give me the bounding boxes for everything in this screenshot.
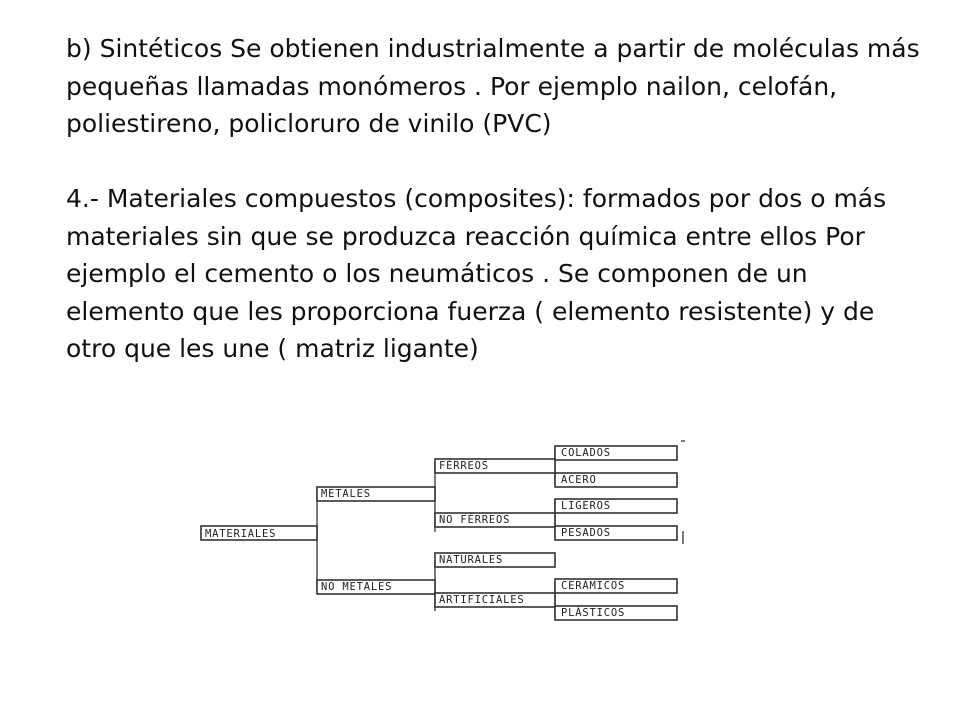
paragraph-materiales-compuestos: 4.- Materiales compuestos (composites): formados por dos o más materiales sin que se produzca reacción química entre ellos Por ejemplo el cemento o los neumáticos . Se componen de un elemento que les proporciona fuerza ( elemento resistente) y de otro que les une ( matriz ligante) (66, 184, 887, 363)
node-ligeros (555, 499, 677, 513)
node-naturales-label: NATURALES (439, 554, 504, 566)
node-metales-label: METALES (321, 488, 371, 500)
node-pesados (555, 526, 677, 540)
node-artificiales-label: ARTIFICIALES (439, 594, 525, 606)
node-no-ferreos-label: NO FÉRREOS (439, 514, 511, 526)
node-naturales (435, 553, 555, 567)
node-no-metales (317, 580, 435, 594)
node-ligeros-label: LIGEROS (561, 500, 611, 512)
node-ceramicos (555, 579, 677, 593)
node-plasticos (555, 606, 677, 620)
node-artificiales (435, 593, 555, 607)
node-pesados-label: PESADOS (561, 527, 611, 539)
node-colados (555, 446, 677, 460)
node-materiales-label: MATERIALES (205, 528, 277, 540)
node-acero-label: ACERO (561, 474, 597, 486)
materials-classification-diagram (199, 436, 699, 626)
node-metales (317, 487, 435, 501)
node-acero (555, 473, 677, 487)
node-materiales (201, 526, 317, 540)
node-ferreos-label: FÉRREOS (439, 460, 489, 472)
paragraph-sinteticos: b) Sintéticos Se obtienen industrialmente a partir de moléculas más pequeñas llamadas monómeros . Por ejemplo nailon, celofán, poliestireno, policloruro de vinilo (PVC) (66, 34, 920, 138)
node-no-ferreos (435, 513, 555, 527)
node-ceramicos-label: CERÁMICOS (561, 580, 626, 592)
node-ferreos (435, 459, 555, 473)
node-colados-label: COLADOS (561, 447, 611, 459)
node-no-metales-label: NO METALES (321, 581, 393, 593)
node-plasticos-label: PLÁSTICOS (561, 607, 626, 619)
